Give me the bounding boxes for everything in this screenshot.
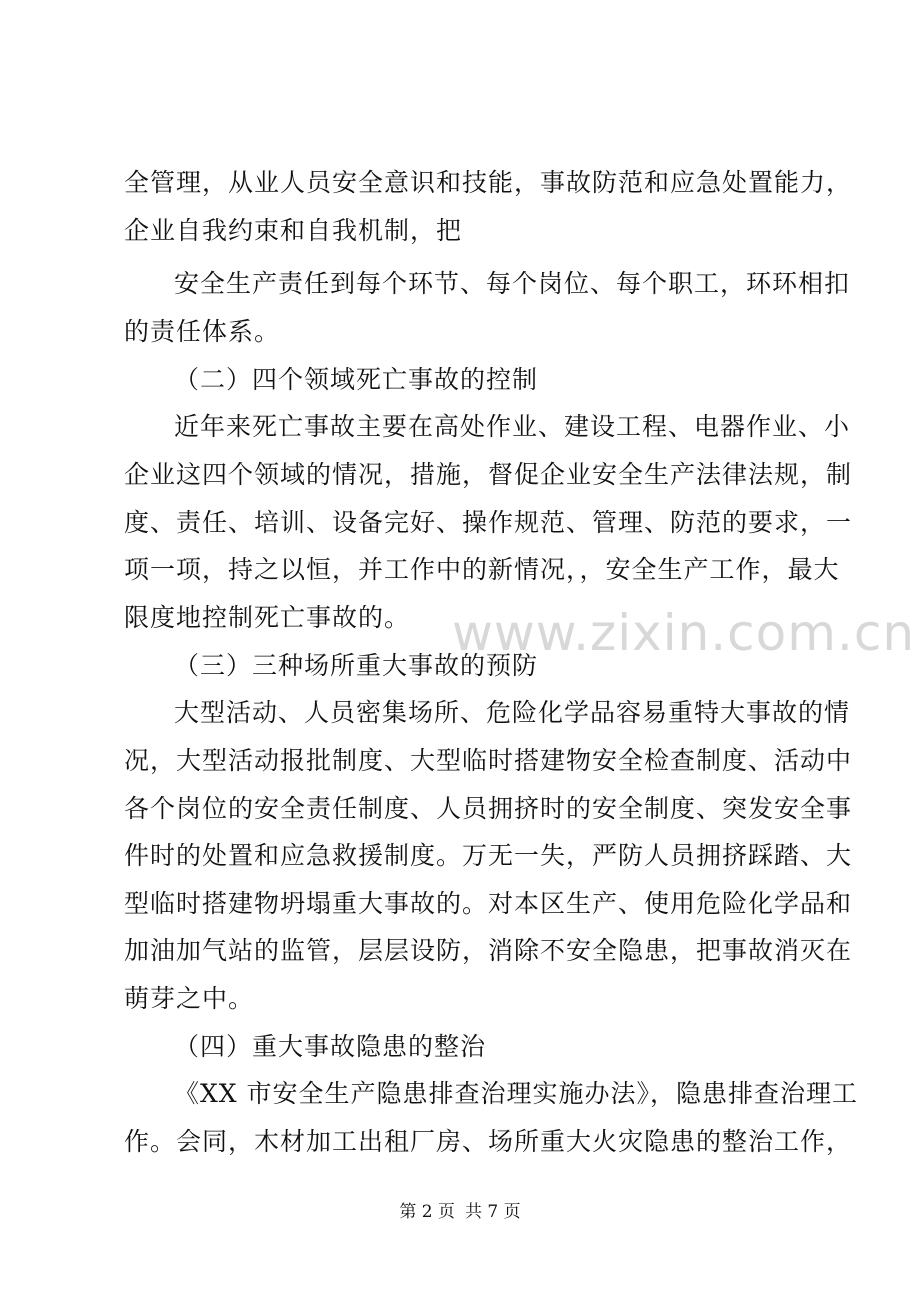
page-number-total: 共 7 页	[465, 1202, 521, 1222]
body-line: 件时的处置和应急救援制度。万无一失，严防人员拥挤踩踏、大	[124, 841, 853, 870]
section-heading: （二）四个领域死亡事故的控制	[174, 365, 539, 394]
watermark: www.zixin.com.cn	[452, 604, 916, 662]
section-heading: （四）重大事故隐患的整治	[174, 1032, 487, 1061]
body-line: 的责任体系。	[124, 317, 281, 346]
body-line: 萌芽之中。	[124, 984, 255, 1013]
body-line: 作。会同，木材加工出租厂房、场所重大火灾隐患的整治工作，	[124, 1127, 853, 1156]
body-line: 安全生产责任到每个环节、每个岗位、每个职工，环环相扣	[174, 269, 851, 298]
body-line: 型临时搭建物坍塌重大事故的。对本区生产、使用危险化学品和	[124, 889, 853, 918]
body-line: 《XX 市安全生产隐患排查治理实施办法》，隐患排查治理工	[174, 1079, 859, 1108]
body-line: 各个岗位的安全责任制度、人员拥挤时的安全制度、突发安全事	[124, 794, 853, 823]
body-line: 大型活动、人员密集场所、危险化学品容易重特大事故的情	[174, 698, 851, 727]
body-line: 限度地控制死亡事故的。	[124, 603, 411, 632]
page-footer	[0, 1197, 920, 1222]
body-line: 度、责任、培训、设备完好、操作规范、管理、防范的要求，一	[124, 508, 853, 537]
page-number-current: 第 2 页	[399, 1202, 455, 1222]
body-line: 企业这四个领域的情况，措施，督促企业安全生产法律法规，制	[124, 460, 853, 489]
body-line: 近年来死亡事故主要在高处作业、建设工程、电器作业、小	[174, 412, 851, 441]
section-heading: （三）三种场所重大事故的预防	[174, 651, 539, 680]
body-line: 企业自我约束和自我机制，把	[124, 216, 463, 245]
body-line: 项一项，持之以恒，并工作中的新情况，，安全生产工作，最大	[124, 555, 840, 584]
body-line: 加油加气站的监管，层层设防，消除不安全隐患，把事故消灭在	[124, 936, 853, 965]
body-line: 全管理，从业人员安全意识和技能，事故防范和应急处置能力，	[124, 168, 853, 197]
body-line: 况，大型活动报批制度、大型临时搭建物安全检查制度、活动中	[124, 746, 853, 775]
